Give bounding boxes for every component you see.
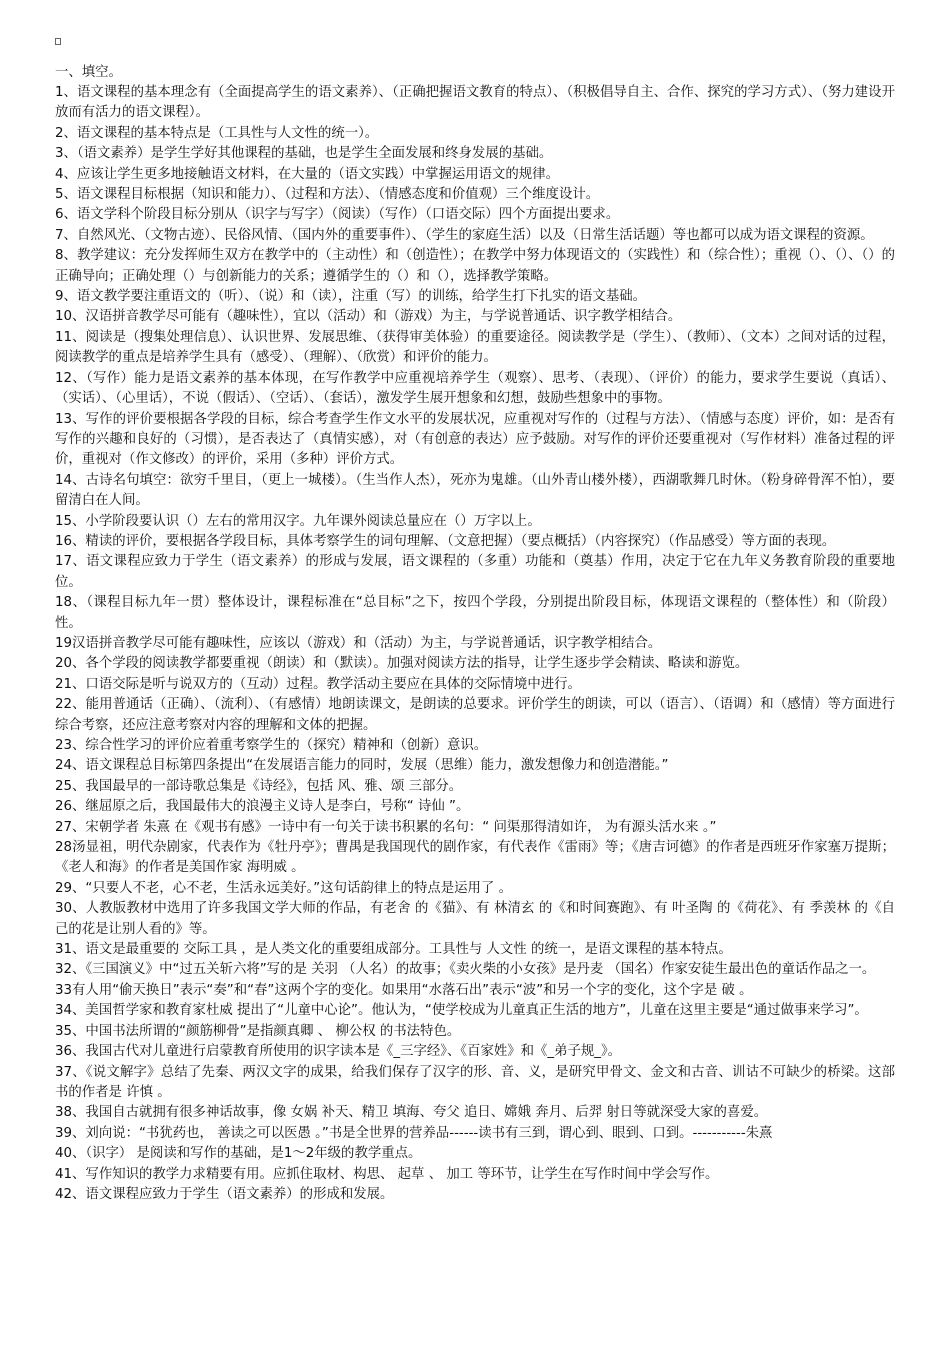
list-item: 35、中国书法所谓的“颜筋柳骨”是指颜真卿 、 柳公权 的书法特色。	[55, 1023, 461, 1039]
list-item: 14、古诗名句填空：欲穷千里目，（更上一城楼）。（生当作人杰），死亦为鬼雄。（山外青山楼外楼），西湖歌舞几时休。（粉身碎骨浑不怕），要留清白在人间。	[55, 472, 895, 509]
list-item: 8、教学建议：充分发挥师生双方在教学中的（主动性）和（创造性）；在教学中努力体现语文的（实践性）和（综合性）；重视（）、（）、（）的正确导向；正确处理（）与创新能力的关系；遵循学生的（）和（），选择教学策略。	[55, 248, 895, 284]
list-item: 9、语文教学要注重语文的（听）、（说）和（读），注重（写）的训练，给学生打下扎实的语文基础。	[55, 289, 646, 305]
list-item: 37、《说文解字》总结了先秦、两汉文字的成果，给我们保存了汉字的形、音、义，是研究甲骨文、金文和古音、训诂不可缺少的桥梁。这部书的作者是 许慎 。	[55, 1064, 895, 1100]
list-item: 21、口语交际是听与说双方的（互动）过程。教学活动主要应在具体的交际情境中进行。	[55, 676, 581, 692]
list-item: 36、我国古代对儿童进行启蒙教育所使用的识字读本是《_三字经》、《百家姓》和《_弟子规_》。	[55, 1044, 622, 1060]
list-item: 31、语文是最重要的 交际工具 ，是人类文化的重要组成部分。工具性与 人文性 的统一，是语文课程的基本特点。	[55, 942, 732, 958]
list-item: 34、美国哲学家和教育家杜威 提出了“儿童中心论”。他认为，“使学校成为儿童真正生活的地方”，儿童在这里主要是“通过做事来学习”。	[55, 1003, 868, 1019]
list-item: 39、刘向说：“书犹药也， 善读之可以医愚 。”书是全世界的营养品------读书有三到，谓心到、眼到、口到。-----------朱熹	[55, 1125, 773, 1141]
list-item: 22、能用普通话（正确）、（流利）、（有感情）地朗读课文，是朗读的总要求。评价学生的朗读，可以（语言）、（语调）和（感情）等方面进行综合考察，还应注意考察对内容的理解和文体的把握。	[55, 697, 895, 733]
question-list	[55, 83, 895, 1205]
list-item: 4、应该让学生更多地接触语文材料，在大量的（语文实践）中掌握运用语文的规律。	[55, 166, 559, 182]
list-item: 41、写作知识的教学力求精要有用。应抓住取材、构思、 起草 、 加工 等环节，让学生在写作时间中学会写作。	[55, 1166, 719, 1182]
small-square-mark	[55, 38, 61, 45]
list-item: 7、自然风光、（文物古迹）、民俗风情、（国内外的重要事件）、（学生的家庭生活）以及（日常生活话题）等也都可以成为语文课程的资源。	[55, 227, 874, 243]
list-item: 23、综合性学习的评价应着重考察学生的（探究）精神和（创新）意识。	[55, 738, 488, 753]
list-item: 2、语文课程的基本特点是（工具性与人文性的统一）。	[55, 125, 379, 141]
list-item: 17、语文课程应致力于学生（语文素养）的形成与发展，语文课程的（多重）功能和（奠基）作用，决定于它在九年义务教育阶段的重要地位。	[55, 554, 895, 590]
list-item: 28汤显祖，明代杂剧家，代表作为《牡丹亭》；曹禺是我国现代的剧作家，有代表作《雷雨》等；《唐吉诃德》的作者是西班牙作家塞万提斯；《老人和海》的作者是美国作家 海明威 。	[55, 840, 895, 876]
list-item: 10、汉语拼音教学尽可能有（趣味性），宜以（活动）和（游戏）为主，与学说普通话、识字教学相结合。	[55, 309, 682, 325]
section-heading: 一、填空。	[55, 65, 122, 80]
list-item: 16、精读的评价，要根据各学段目标，具体考察学生的词句理解、（文意把握）（要点概括）（内容探究）（作品感受）等方面的表现。	[55, 533, 836, 549]
list-item: 33有人用“偷天换日”表示“奏”和“春”这两个字的变化。如果用“水落石出”表示“波”和另一个字的变化，这个字是 破 。	[55, 982, 753, 998]
list-item: 1、语文课程的基本理念有（全面提高学生的语文素养）、（正确把握语文教育的特点）、（积极倡导自主、合作、探究的学习方式）、（努力建设开放而有活力的语文课程）。	[55, 85, 895, 121]
list-item: 27、宋朝学者 朱熹 在《观书有感》一诗中有一句关于读书积累的名句：“ 问渠那得清如许， 为有源头活水来 。”	[55, 819, 717, 835]
list-item: 11、阅读是（搜集处理信息）、认识世界、发展思维、（获得审美体验）的重要途径。阅读教学是（学生）、（教师）、（文本）之间对话的过程，阅读教学的重点是培养学生具有（感受）、（理解）、（欣赏）和评价的能力。	[55, 329, 895, 366]
list-item: 32、《三国演义》中“过五关斩六将”写的是 关羽 （人名）的故事；《卖火柴的小女孩》是丹麦 （国名）作家安徒生最出色的童话作品之一。	[55, 962, 876, 978]
list-item: 26、继屈原之后，我国最伟大的浪漫主义诗人是李白，号称“ 诗仙 ”。	[55, 799, 470, 815]
list-item: 18、（课程目标九年一贯）整体设计，课程标准在“总目标”之下，按四个学段，分别提出阶段目标，体现语文课程的（整体性）和（阶段）性。	[55, 595, 895, 631]
list-item: 25、我国最早的一部诗歌总集是《诗经》，包括 风、雅、颂 三部分。	[55, 778, 463, 794]
list-item: 13、写作的评价要根据各学段的目标，综合考查学生作文水平的发展状况，应重视对写作的（过程与方法）、（情感与态度）评价，如：是否有写作的兴趣和良好的（习惯），是否表达了（真情实感），对（有创意的表达）应予鼓励。对写作的评价还要重视对（写作材料）准备过程的评价，重视对（作文修改）的评价，采用（多种）评价方式。	[55, 411, 895, 468]
list-item: 3、（语文素养）是学生学好其他课程的基础，也是学生全面发展和终身发展的基础。	[55, 146, 553, 162]
list-item: 40、（识字） 是阅读和写作的基础，是1～2年级的教学重点。	[55, 1146, 422, 1162]
list-item: 19汉语拼音教学尽可能有趣味性，应该以（游戏）和（活动）为主，与学说普通话，识字教学相结合。	[55, 635, 662, 651]
list-item: 15、小学阶段要认识（）左右的常用汉字。九年课外阅读总量应在（）万字以上。	[55, 513, 541, 529]
list-item: 5、语文课程目标根据（知识和能力）、（过程和方法）、（情感态度和价值观）三个维度设计。	[55, 187, 600, 203]
list-item: 24、语文课程总目标第四条提出“在发展语言能力的同时，发展（思维）能力，激发想像力和创造潜能。”	[55, 758, 669, 774]
list-item: 29、“只要人不老，心不老，生活永远美好。”这句话韵律上的特点是运用了 。	[55, 880, 512, 896]
list-item: 42、语文课程应致力于学生（语文素养）的形成和发展。	[55, 1186, 394, 1202]
list-item: 20、各个学段的阅读教学都要重视（朗读）和（默读）。加强对阅读方法的指导，让学生逐步学会精读、略读和游览。	[55, 656, 749, 672]
list-item: 38、我国自古就拥有很多神话故事，像 女娲 补天、精卫 填海、夸父 追日、嫦娥 奔月、后羿 射日等就深受大家的喜爱。	[55, 1105, 768, 1121]
list-item: 30、人教版教材中选用了许多我国文学大师的作品，有老舍 的《猫》、有 林清玄 的《和时间赛跑》、有 叶圣陶 的《荷花》、有 季羡林 的《自己的花是让别人看的》等。	[55, 901, 895, 937]
list-item: 6、语文学科个阶段目标分别从（识字与写字）（阅读）（写作）（口语交际）四个方面提出要求。	[55, 207, 620, 223]
list-item: 12、（写作）能力是语文素养的基本体现，在写作教学中应重视培养学生（观察）、思考、（表现）、（评价）的能力，要求学生要说（真话）、（实话）、（心里话），不说（假话）、（空话）、（套话），激发学生展开想象和幻想，鼓励些想象中的事物。	[55, 370, 895, 407]
